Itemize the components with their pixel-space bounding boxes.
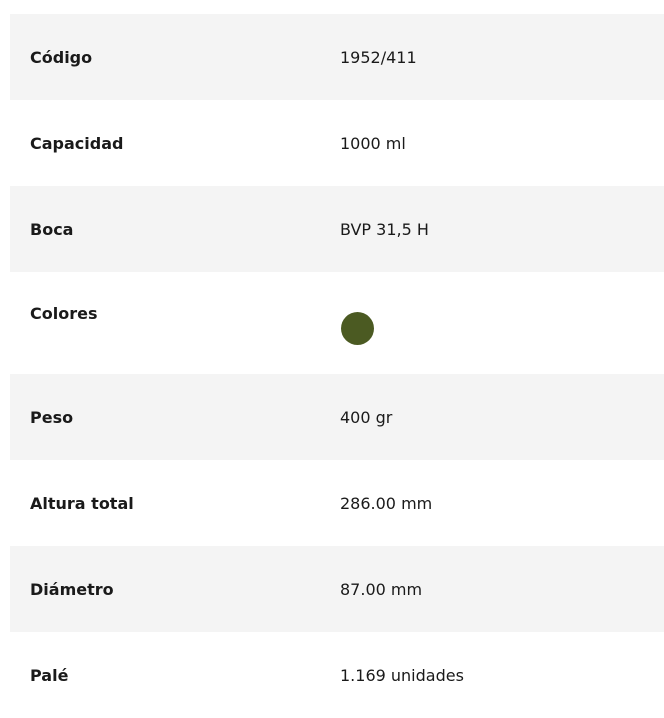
spec-value: BVP 31,5 H (340, 219, 429, 239)
spec-label: Colores (30, 304, 98, 323)
spec-label: Palé (30, 665, 69, 685)
spec-row-codigo (10, 14, 664, 100)
color-swatch[interactable] (341, 312, 374, 345)
spec-value: 286.00 mm (340, 493, 433, 513)
spec-value: 1000 ml (340, 133, 406, 153)
product-spec-table (10, 14, 664, 718)
spec-row-altura (10, 460, 664, 546)
spec-value: 87.00 mm (340, 579, 423, 599)
spec-row-capacidad (10, 100, 664, 186)
spec-value: 1952/411 (340, 47, 417, 67)
spec-label: Peso (30, 407, 74, 427)
spec-row-pale (10, 632, 664, 718)
spec-value: 400 gr (340, 407, 393, 427)
spec-label: Diámetro (30, 579, 114, 599)
spec-row-boca (10, 186, 664, 272)
spec-row-peso (10, 374, 664, 460)
spec-row-diametro (10, 546, 664, 632)
spec-label: Código (30, 47, 93, 67)
spec-label: Boca (30, 219, 74, 239)
spec-label: Capacidad (30, 133, 124, 153)
spec-label: Altura total (30, 493, 134, 513)
spec-row-colores (10, 272, 664, 374)
spec-value (340, 304, 374, 349)
spec-value: 1.169 unidades (340, 665, 464, 685)
